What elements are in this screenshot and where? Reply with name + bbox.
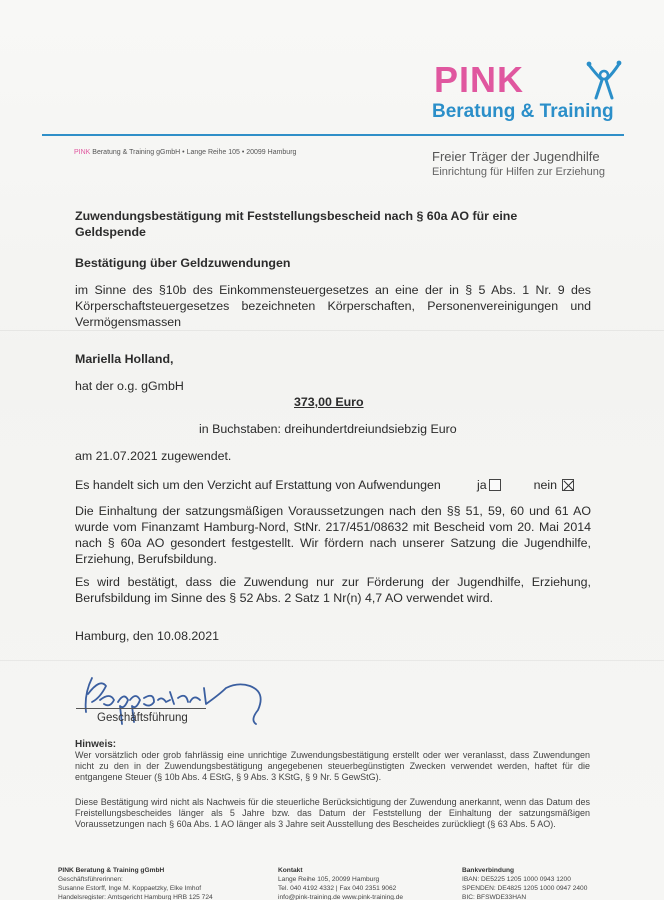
company-logo: [432, 60, 622, 126]
place-and-date: Hamburg, den 10.08.2021: [75, 629, 219, 643]
sender-line: [74, 149, 296, 156]
footer-company-head: PINK Beratung & Training gGmbH: [58, 867, 165, 874]
notice-validity: Diese Bestätigung wird nicht als Nachweis für die steuerliche Berücksichtigung der Zuwendung anerkannt, wenn das Datum des Freistellungsbescheides länger als 5 Jahre bzw. das Datum der Feststellung der Einhaltung der satzungsmäßigen Voraussetzungen nach § 60a Abs. 1 AO länger als 3 Jahre seit Ausstellung des Bescheides zurückliegt (§ 63 Abs. 5 AO).: [75, 797, 590, 829]
footer-contact-head: Kontakt: [278, 867, 303, 874]
signature-label: Geschäftsführung: [97, 712, 188, 724]
footer-bank: [462, 866, 642, 900]
sender-address: Beratung & Training gGmbH • Lange Reihe 105 • 20099 Hamburg: [90, 149, 297, 156]
footer-company-line: Susanne Estorff, Inge M. Koppaetzky, Elke Imhof: [58, 885, 202, 892]
footer-company-line: Geschäftsführerinnen:: [58, 876, 123, 883]
tagline-primary: Freier Träger der Jugendhilfe: [432, 149, 600, 164]
logo-subtitle: Beratung & Training: [432, 101, 614, 122]
waiver-no-checkbox[interactable]: [562, 479, 574, 491]
exemption-paragraph: Die Einhaltung der satzungsmäßigen Voraussetzungen nach den §§ 51, 59, 60 und 61 AO wurde vom Finanzamt Hamburg-Nord, StNr. 217/451/08632 mit Bescheid vom 20. Mai 2014 nach § 60a AO gesondert festgestellt. Wir fördern nach unserer Satzung die Jugendhilfe, Erziehung, Berufsbildung.: [75, 504, 591, 566]
footer-company: [58, 866, 258, 900]
fold-line: [0, 660, 664, 661]
tagline: [432, 149, 620, 180]
tagline-secondary: Einrichtung für Hilfen zur Erziehung: [432, 166, 606, 178]
jumping-figure-icon: [586, 60, 622, 100]
footer-bank-line: SPENDEN: DE4825 1205 1000 0947 2400: [462, 885, 588, 892]
document-title: Zuwendungsbestätigung mit Feststellungsbescheid nach § 60a AO für eine Geldspende: [75, 209, 518, 239]
header-rule: [42, 134, 624, 136]
waiver-question: Es handelt sich um den Verzicht auf Erstattung von Aufwendungen: [75, 478, 441, 492]
footer-bank-line: BIC: BFSWDE33HAN: [462, 894, 527, 900]
footer-contact-line: Tel. 040 4192 4332 | Fax 040 2351 9062: [278, 885, 397, 892]
confirmation-paragraph: Es wird bestätigt, dass die Zuwendung nur zur Förderung der Jugendhilfe, Erziehung, Berufsbildung im Sinne des § 52 Abs. 2 Satz 1 Nr(n) 4,7 AO verwendet wird.: [75, 575, 591, 605]
sender-brand: PINK: [74, 149, 91, 156]
footer-bank-head: Bankverbindung: [462, 867, 515, 874]
signature-line: [76, 708, 206, 709]
logo-wordmark: PINK: [434, 59, 525, 100]
donation-amount: 373,00 Euro: [294, 395, 364, 409]
waiver-yes-checkbox[interactable]: [489, 479, 501, 491]
amount-in-words: in Buchstaben: dreihundertdreiundsiebzig Euro: [199, 422, 457, 436]
footer-company-line: Handelsregister: Amtsgericht Hamburg HRB 125 724: [58, 894, 213, 900]
notice-liability: Wer vorsätzlich oder grob fahrlässig eine unrichtige Zuwendungsbestätigung erstellt oder wer veranlasst, dass Zuwendungen nicht zu den in der Zuwendungsbestätigung angegebenen steuerbegünstigten Zwecken verwendet werden, haftet für die entgangene Steuer (§ 10b Abs. 4 EStG, § 9 Abs. 3 KStG, § 9 Nr. 5 GewStG).: [75, 750, 590, 782]
donor-sub: hat der o.g. gGmbH: [75, 379, 184, 393]
footer-contact: [278, 866, 448, 900]
document-subtitle: Bestätigung über Geldzuwendungen: [75, 256, 291, 270]
fold-line: [0, 330, 664, 331]
footer-contact-line: info@pink-training.de www.pink-training.de: [278, 894, 404, 900]
notice-heading: Hinweis:: [75, 739, 117, 750]
waiver-yes-label: ja: [477, 478, 487, 492]
footer-bank-line: IBAN: DE5225 1205 1000 0943 1200: [462, 876, 571, 883]
donation-date: am 21.07.2021 zugewendet.: [75, 449, 232, 463]
waiver-no-label: nein: [533, 478, 557, 492]
intro-paragraph: im Sinne des §10b des Einkommensteuergesetzes an eine der in § 5 Abs. 1 Nr. 9 des Körperschaftsteuergesetzes bezeichneten Körperschaften, Personenvereinigungen und Vermögensmassen: [75, 283, 591, 329]
footer-contact-line: Lange Reihe 105, 20099 Hamburg: [278, 876, 380, 883]
donor-name: Mariella Holland,: [75, 352, 174, 366]
waiver-options: [477, 478, 574, 492]
